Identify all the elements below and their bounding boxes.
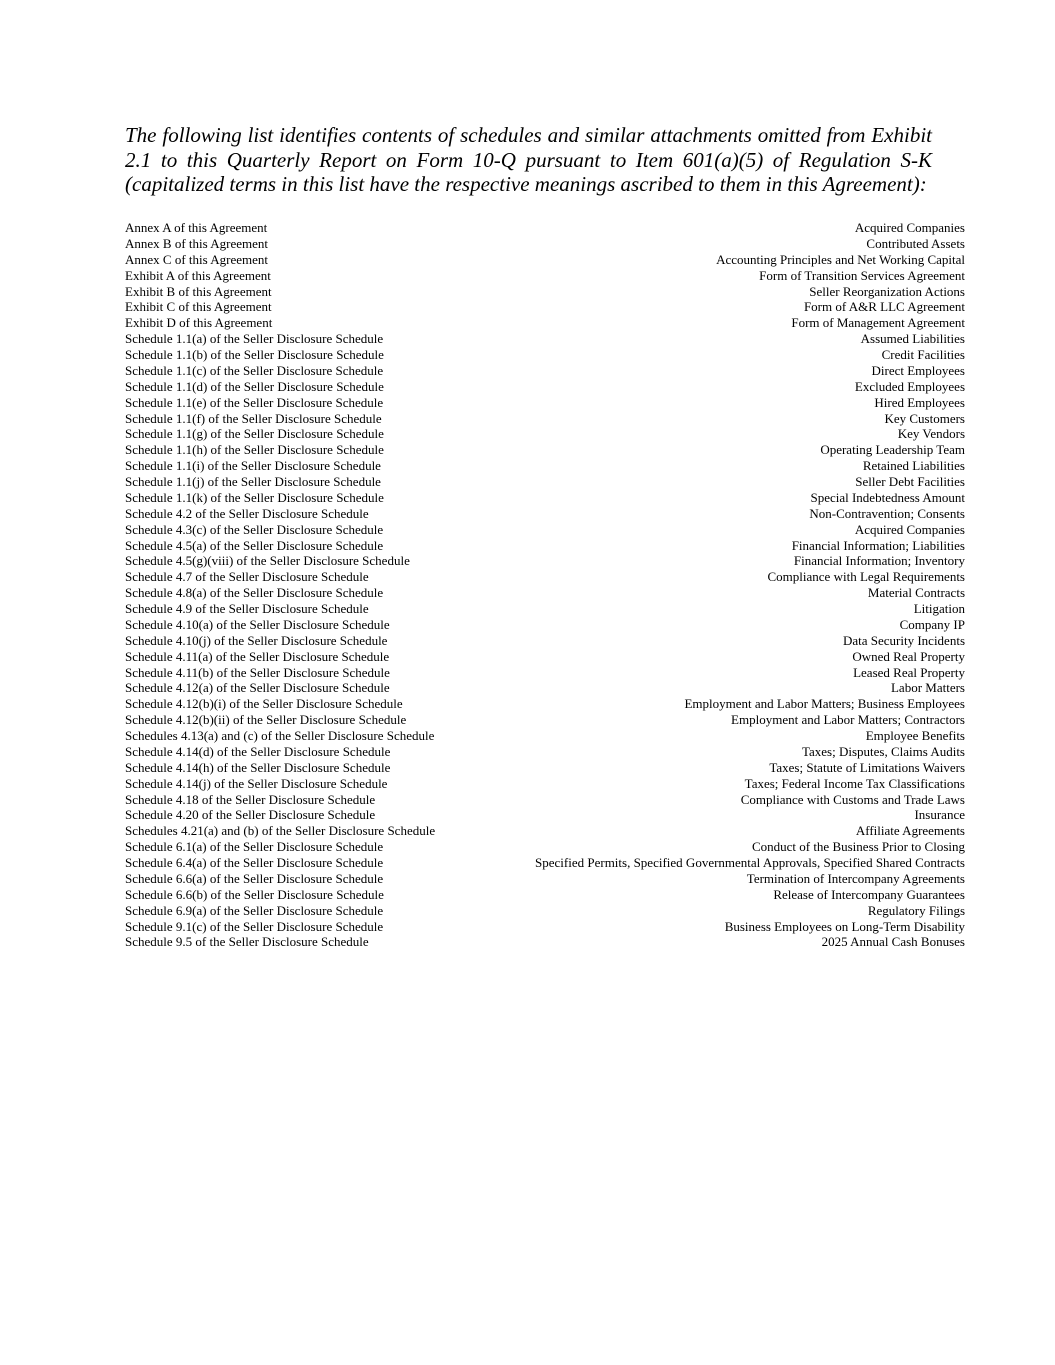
schedule-reference: Schedule 1.1(k) of the Seller Disclosure Schedule bbox=[125, 489, 384, 505]
schedule-row bbox=[125, 411, 965, 427]
schedule-description: Assumed Liabilities bbox=[860, 331, 965, 347]
schedule-description: Key Vendors bbox=[897, 426, 965, 442]
schedule-reference: Schedule 1.1(g) of the Seller Disclosure Schedule bbox=[125, 426, 384, 442]
schedule-row bbox=[125, 506, 965, 522]
schedule-description: Seller Reorganization Actions bbox=[809, 283, 965, 299]
schedule-description: Direct Employees bbox=[871, 362, 965, 378]
schedule-reference: Schedule 6.6(a) of the Seller Disclosure Schedule bbox=[125, 870, 384, 886]
schedule-description: Special Indebtedness Amount bbox=[810, 489, 965, 505]
schedule-reference: Schedule 4.9 of the Seller Disclosure Schedule bbox=[125, 601, 369, 616]
schedule-reference: Schedule 6.1(a) of the Seller Disclosure Schedule bbox=[125, 839, 384, 855]
schedule-description: Taxes; Disputes, Claims Audits bbox=[801, 743, 965, 759]
schedule-row bbox=[125, 315, 965, 331]
schedule-description: Employment and Labor Matters; Business Employees bbox=[684, 696, 965, 712]
schedule-reference: Schedule 1.1(d) of the Seller Disclosure Schedule bbox=[125, 378, 384, 394]
schedule-row bbox=[125, 395, 965, 411]
schedule-row bbox=[125, 220, 965, 236]
schedule-row bbox=[125, 776, 965, 792]
schedule-reference: Schedule 4.14(h) of the Seller Disclosure Schedule bbox=[125, 759, 391, 775]
schedule-row bbox=[125, 299, 965, 315]
schedule-reference: Schedule 4.7 of the Seller Disclosure Schedule bbox=[125, 569, 369, 585]
schedule-description: Non-Contravention; Consents bbox=[809, 505, 965, 521]
schedule-row bbox=[125, 760, 965, 776]
schedule-reference: Schedule 4.14(d) of the Seller Disclosure Schedule bbox=[125, 743, 391, 759]
schedule-row bbox=[125, 728, 965, 744]
schedule-description: Affiliate Agreements bbox=[855, 823, 965, 839]
schedule-reference: Schedule 6.6(b) of the Seller Disclosure Schedule bbox=[125, 886, 384, 902]
schedule-reference: Exhibit C of this Agreement bbox=[125, 299, 272, 315]
schedule-description: Credit Facilities bbox=[881, 347, 965, 362]
schedule-description: Employee Benefits bbox=[865, 728, 965, 743]
schedule-row bbox=[125, 792, 965, 808]
schedule-description: Form of A&R LLC Agreement bbox=[803, 299, 965, 315]
schedule-row bbox=[125, 903, 965, 919]
schedule-reference: Schedule 1.1(c) of the Seller Disclosure Schedule bbox=[125, 362, 384, 378]
schedule-row bbox=[125, 236, 965, 252]
schedule-description: Acquired Companies bbox=[854, 220, 965, 235]
schedule-reference: Annex A of this Agreement bbox=[125, 220, 268, 235]
schedule-row bbox=[125, 490, 965, 506]
schedule-row bbox=[125, 585, 965, 601]
schedule-description: Business Employees on Long-Term Disability bbox=[724, 918, 965, 934]
schedule-reference: Exhibit A of this Agreement bbox=[125, 267, 271, 283]
schedule-description: Company IP bbox=[899, 616, 965, 632]
schedule-description: Form of Transition Services Agreement bbox=[759, 267, 965, 283]
schedule-description: Conduct of the Business Prior to Closing bbox=[751, 839, 965, 855]
schedule-row bbox=[125, 807, 965, 823]
schedule-reference: Schedule 4.12(b)(i) of the Seller Disclosure Schedule bbox=[125, 696, 403, 712]
schedule-description: Employment and Labor Matters; Contractors bbox=[731, 712, 965, 728]
schedule-row bbox=[125, 268, 965, 284]
schedule-row bbox=[125, 284, 965, 300]
schedule-row bbox=[125, 553, 965, 569]
schedule-row bbox=[125, 426, 965, 442]
schedule-description: Contributed Assets bbox=[866, 235, 965, 251]
schedule-description: Data Security Incidents bbox=[842, 632, 965, 648]
schedule-row bbox=[125, 363, 965, 379]
schedule-reference: Schedule 1.1(h) of the Seller Disclosure Schedule bbox=[125, 442, 384, 458]
schedule-description: Acquired Companies bbox=[854, 521, 965, 537]
schedule-row bbox=[125, 839, 965, 855]
schedule-row bbox=[125, 633, 965, 649]
schedule-reference: Annex C of this Agreement bbox=[125, 251, 268, 267]
schedule-description: Owned Real Property bbox=[852, 648, 965, 664]
schedule-row bbox=[125, 331, 965, 347]
schedule-description: Insurance bbox=[914, 807, 965, 823]
schedule-description: Excluded Employees bbox=[854, 378, 965, 394]
schedule-reference: Schedule 1.1(f) of the Seller Disclosure Schedule bbox=[125, 410, 382, 426]
schedule-description: Specified Permits, Specified Governmental Approvals, Specified Shared Contracts bbox=[535, 855, 965, 870]
schedule-row bbox=[125, 696, 965, 712]
schedule-row bbox=[125, 665, 965, 681]
schedule-description: Seller Debt Facilities bbox=[855, 474, 965, 489]
schedule-reference: Schedule 4.5(a) of the Seller Disclosure Schedule bbox=[125, 537, 384, 553]
schedule-description: Financial Information; Inventory bbox=[793, 553, 965, 569]
schedule-reference: Schedule 1.1(i) of the Seller Disclosure Schedule bbox=[125, 458, 381, 474]
schedule-reference: Schedule 1.1(a) of the Seller Disclosure Schedule bbox=[125, 331, 384, 347]
schedule-row bbox=[125, 617, 965, 633]
schedule-description: Compliance with Customs and Trade Laws bbox=[740, 791, 965, 807]
schedule-row bbox=[125, 379, 965, 395]
schedule-description: Operating Leadership Team bbox=[820, 442, 965, 458]
schedule-row bbox=[125, 538, 965, 554]
schedule-row bbox=[125, 712, 965, 728]
schedule-description: Key Customers bbox=[884, 410, 965, 426]
schedule-description: Release of Intercompany Guarantees bbox=[773, 886, 965, 902]
schedule-reference: Schedule 4.10(j) of the Seller Disclosure Schedule bbox=[125, 632, 388, 648]
schedule-reference: Schedule 4.8(a) of the Seller Disclosure Schedule bbox=[125, 585, 384, 601]
schedule-row bbox=[125, 601, 965, 617]
schedule-reference: Schedule 4.11(b) of the Seller Disclosure Schedule bbox=[125, 664, 390, 680]
schedule-reference: Schedule 6.4(a) of the Seller Disclosure Schedule bbox=[125, 855, 384, 870]
schedule-description: Form of Management Agreement bbox=[791, 315, 965, 331]
schedule-description: Accounting Principles and Net Working Capital bbox=[716, 251, 965, 267]
schedule-reference: Schedule 1.1(e) of the Seller Disclosure Schedule bbox=[125, 394, 384, 410]
schedule-row bbox=[125, 649, 965, 665]
schedule-description: Termination of Intercompany Agreements bbox=[746, 870, 965, 886]
schedule-reference: Schedules 4.21(a) and (b) of the Seller Disclosure Schedule bbox=[125, 823, 436, 839]
schedule-description: Taxes; Federal Income Tax Classifications bbox=[744, 775, 965, 791]
schedule-reference: Schedule 4.10(a) of the Seller Disclosure Schedule bbox=[125, 616, 390, 632]
schedule-row bbox=[125, 887, 965, 903]
schedule-description: Material Contracts bbox=[867, 585, 965, 601]
schedule-description: Leased Real Property bbox=[853, 664, 965, 680]
schedule-row bbox=[125, 347, 965, 363]
schedule-row bbox=[125, 680, 965, 696]
schedule-row bbox=[125, 474, 965, 490]
schedule-description: 2025 Annual Cash Bonuses bbox=[821, 934, 965, 950]
schedule-reference: Schedule 4.14(j) of the Seller Disclosure Schedule bbox=[125, 775, 388, 791]
schedule-reference: Schedule 9.1(c) of the Seller Disclosure Schedule bbox=[125, 918, 384, 934]
schedule-reference: Schedules 4.13(a) and (c) of the Seller Disclosure Schedule bbox=[125, 728, 435, 743]
schedule-reference: Schedule 4.2 of the Seller Disclosure Schedule bbox=[125, 505, 369, 521]
schedule-list bbox=[125, 220, 965, 950]
schedule-reference: Exhibit B of this Agreement bbox=[125, 283, 272, 299]
schedule-reference: Schedule 1.1(j) of the Seller Disclosure Schedule bbox=[125, 474, 381, 489]
schedule-reference: Schedule 4.18 of the Seller Disclosure Schedule bbox=[125, 791, 376, 807]
schedule-row bbox=[125, 934, 965, 950]
schedule-row bbox=[125, 522, 965, 538]
intro-paragraph: The following list identifies contents of schedules and similar attachments omitted from Exhibit 2.1 to this Quarterly Report on Form 10-Q pursuant to Item 601(a)(5) of Regulation S-K (capitalized terms in this list have the respective meanings ascribed to them in this Agreement): bbox=[125, 123, 932, 196]
schedule-description: Regulatory Filings bbox=[867, 902, 965, 918]
schedule-row bbox=[125, 744, 965, 760]
schedule-reference: Schedule 4.12(b)(ii) of the Seller Disclosure Schedule bbox=[125, 712, 407, 728]
schedule-row bbox=[125, 871, 965, 887]
schedule-description: Financial Information; Liabilities bbox=[791, 537, 965, 553]
schedule-description: Labor Matters bbox=[890, 680, 965, 696]
schedule-row bbox=[125, 252, 965, 268]
schedule-reference: Schedule 4.11(a) of the Seller Disclosure Schedule bbox=[125, 648, 390, 664]
schedule-reference: Annex B of this Agreement bbox=[125, 235, 268, 251]
schedule-reference: Schedule 9.5 of the Seller Disclosure Schedule bbox=[125, 934, 369, 950]
schedule-description: Hired Employees bbox=[874, 394, 965, 410]
schedule-reference: Exhibit D of this Agreement bbox=[125, 315, 273, 331]
schedule-reference: Schedule 4.20 of the Seller Disclosure Schedule bbox=[125, 807, 376, 823]
schedule-row bbox=[125, 569, 965, 585]
schedule-reference: Schedule 4.5(g)(viii) of the Seller Disclosure Schedule bbox=[125, 553, 410, 569]
schedule-row bbox=[125, 919, 965, 935]
schedule-reference: Schedule 6.9(a) of the Seller Disclosure Schedule bbox=[125, 902, 384, 918]
schedule-reference: Schedule 4.12(a) of the Seller Disclosure Schedule bbox=[125, 680, 390, 696]
schedule-row bbox=[125, 823, 965, 839]
schedule-row bbox=[125, 855, 965, 871]
schedule-row bbox=[125, 458, 965, 474]
schedule-description: Litigation bbox=[913, 601, 965, 616]
schedule-row bbox=[125, 442, 965, 458]
schedule-description: Compliance with Legal Requirements bbox=[767, 569, 965, 585]
schedule-description: Taxes; Statute of Limitations Waivers bbox=[769, 759, 965, 775]
schedule-description: Retained Liabilities bbox=[862, 458, 965, 474]
schedule-reference: Schedule 4.3(c) of the Seller Disclosure Schedule bbox=[125, 521, 384, 537]
schedule-reference: Schedule 1.1(b) of the Seller Disclosure Schedule bbox=[125, 347, 384, 362]
